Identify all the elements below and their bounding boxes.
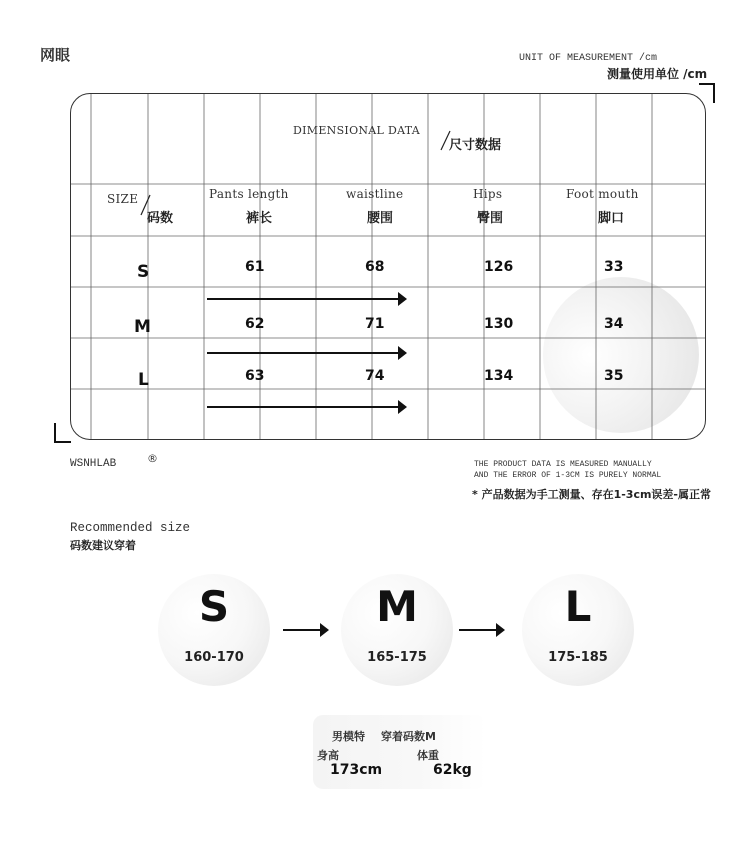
- row-size-label: M: [134, 317, 151, 337]
- table-cell: 134: [484, 368, 514, 384]
- page-title: 网眼: [40, 46, 71, 64]
- size-letter: S: [198, 582, 230, 631]
- weight-label: 体重: [417, 749, 439, 762]
- measurement-note-cn: * 产品数据为手工测量、存在1-3cm误差-属正常: [472, 488, 712, 501]
- column-header-cn: 腰围: [367, 211, 394, 226]
- height-range: 160-170: [184, 650, 244, 665]
- brand-name: WSNHLAB: [70, 458, 117, 470]
- table-cell: 63: [245, 368, 265, 384]
- table-cell: 68: [365, 259, 385, 275]
- corner-bracket-bottom-left: [54, 423, 71, 443]
- column-header-en: waistline: [346, 187, 404, 201]
- table-cell: 74: [365, 368, 385, 384]
- height-range: 165-175: [367, 650, 427, 665]
- measurement-note-line1: THE PRODUCT DATA IS MEASURED MANUALLY: [474, 460, 652, 469]
- column-header-cn: 脚口: [598, 211, 625, 226]
- size-header-cn: 码数: [147, 211, 174, 226]
- size-table: [70, 93, 706, 440]
- table-title-en: DIMENSIONAL DATA: [293, 124, 420, 137]
- table-title-cn: 尺寸数据: [449, 138, 502, 153]
- recommended-title-en: Recommended size: [70, 521, 191, 535]
- model-info-card: [313, 715, 486, 789]
- weight-value: 62kg: [433, 762, 472, 778]
- height-range: 175-185: [548, 650, 608, 665]
- recommended-title-cn: 码数建议穿着: [70, 539, 136, 552]
- column-header-en: Foot mouth: [566, 187, 639, 201]
- table-cell: 130: [484, 316, 514, 332]
- unit-of-measurement-en: UNIT OF MEASUREMENT /cm: [519, 53, 658, 64]
- height-value: 173cm: [330, 762, 383, 778]
- size-bubble-m: [341, 574, 453, 686]
- table-cell: 126: [484, 259, 514, 275]
- size-header-en: SIZE: [107, 192, 139, 206]
- column-header-cn: 裤长: [246, 211, 273, 226]
- size-bubble-l: [522, 574, 634, 686]
- column-header-en: Hips: [473, 187, 503, 201]
- table-cell: 33: [604, 259, 624, 275]
- size-bubble-s: [158, 574, 270, 686]
- size-letter: L: [564, 582, 592, 631]
- table-cell: 34: [604, 316, 624, 332]
- row-size-label: S: [137, 262, 150, 282]
- model-wearing-size: 穿着码数M: [381, 730, 436, 743]
- height-label: 身高: [317, 749, 339, 762]
- registered-mark: ®: [147, 452, 158, 465]
- size-letter: M: [376, 582, 418, 631]
- measurement-note-line2: AND THE ERROR OF 1-3CM IS PURELY NORMAL: [474, 471, 662, 480]
- table-cell: 61: [245, 259, 265, 275]
- table-cell: 62: [245, 316, 265, 332]
- table-cell: 71: [365, 316, 385, 332]
- model-label: 男模特: [332, 730, 365, 743]
- unit-of-measurement-cn: 测量使用单位 /cm: [607, 67, 708, 81]
- table-cell: 35: [604, 368, 624, 384]
- column-header-cn: 臀围: [477, 211, 504, 226]
- row-size-label: L: [138, 370, 149, 390]
- column-header-en: Pants length: [209, 187, 289, 201]
